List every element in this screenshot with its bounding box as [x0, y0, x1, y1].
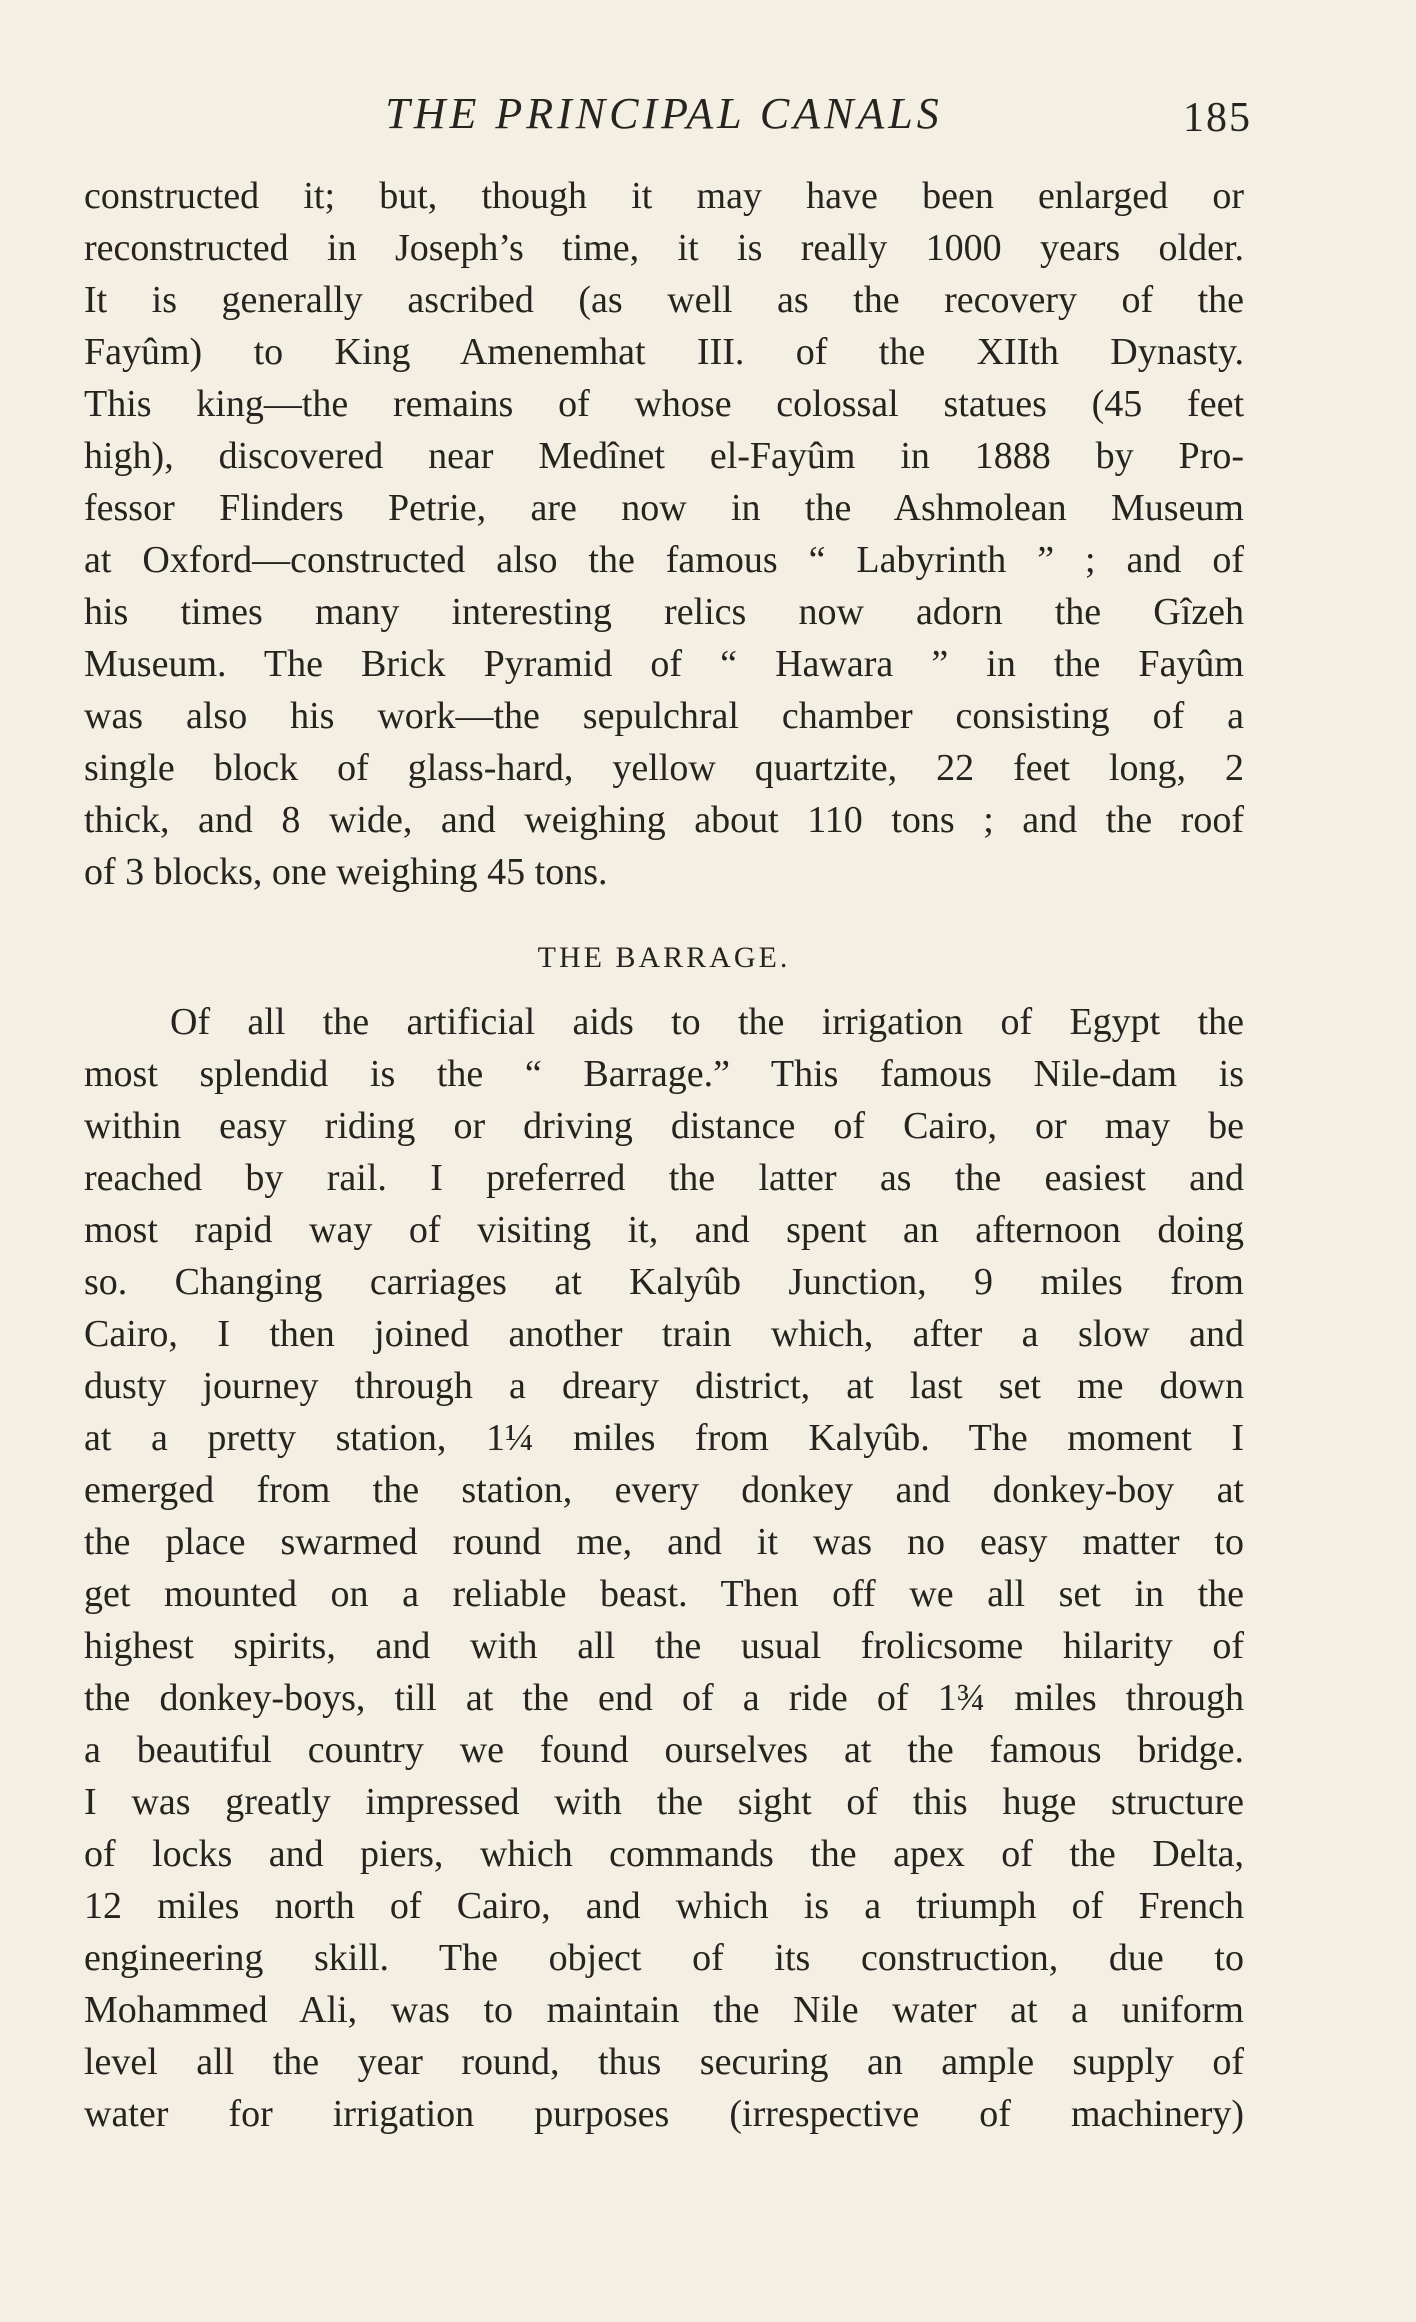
text-line: emerged from the station, every donkey and donkey-boy at: [84, 1469, 1244, 1511]
text-line: most rapid way of visiting it, and spent an afternoon doing: [84, 1209, 1244, 1251]
paragraph-continued: [84, 170, 1244, 898]
running-head: [84, 84, 1252, 144]
text-line: constructed it; but, though it may have been enlarged or: [84, 175, 1244, 217]
text-line: of locks and piers, which commands the apex of the Delta,: [84, 1833, 1244, 1875]
text-line: of 3 blocks, one weighing 45 tons.: [84, 851, 608, 893]
running-title: THE PRINCIPAL CANALS: [385, 89, 943, 138]
text-line: most splendid is the “ Barrage.” This famous Nile-dam is: [84, 1053, 1244, 1095]
section-heading: THE BARRAGE.: [537, 941, 791, 974]
text-line: Museum. The Brick Pyramid of “ Hawara ” in the Fayûm: [84, 643, 1244, 685]
text-line: reached by rail. I preferred the latter as the easiest and: [84, 1157, 1244, 1199]
page-number: 185: [1183, 95, 1252, 141]
text-line: Of all the artificial aids to the irrigation of Egypt the: [170, 1001, 1244, 1043]
text-line: dusty journey through a dreary district, at last set me down: [84, 1365, 1244, 1407]
text-line: fessor Flinders Petrie, are now in the Ashmolean Museum: [84, 487, 1244, 529]
text-line: water for irrigation purposes (irrespective of machinery): [84, 2093, 1244, 2135]
text-line: thick, and 8 wide, and weighing about 110 tons ; and the roof: [84, 799, 1244, 841]
text-line: Mohammed Ali, was to maintain the Nile water at a uniform: [84, 1989, 1244, 2031]
text-line: highest spirits, and with all the usual frolicsome hilarity of: [84, 1625, 1244, 1667]
text-line: his times many interesting relics now adorn the Gîzeh: [84, 591, 1244, 633]
text-line: at a pretty station, 1¼ miles from Kalyûb. The moment I: [84, 1417, 1244, 1459]
text-line: This king—the remains of whose colossal statues (45 feet: [84, 383, 1244, 425]
text-line: reconstructed in Joseph’s time, it is really 1000 years older.: [84, 227, 1244, 269]
text-line: the donkey-boys, till at the end of a ride of 1¾ miles through: [84, 1677, 1244, 1719]
text-line: the place swarmed round me, and it was no easy matter to: [84, 1521, 1244, 1563]
text-line: level all the year round, thus securing an ample supply of: [84, 2041, 1244, 2083]
text-line: within easy riding or driving distance of Cairo, or may be: [84, 1105, 1244, 1147]
text-line: Fayûm) to King Amenemhat III. of the XIIth Dynasty.: [84, 331, 1244, 373]
text-line: single block of glass-hard, yellow quartzite, 22 feet long, 2: [84, 747, 1244, 789]
text-line: so. Changing carriages at Kalyûb Junction, 9 miles from: [84, 1261, 1244, 1303]
text-line: was also his work—the sepulchral chamber consisting of a: [84, 695, 1244, 737]
text-line: get mounted on a reliable beast. Then off we all set in the: [84, 1573, 1244, 1615]
paragraph-barrage: [84, 996, 1244, 2140]
text-line: a beautiful country we found ourselves at the famous bridge.: [84, 1729, 1244, 1771]
text-line: Cairo, I then joined another train which, after a slow and: [84, 1313, 1244, 1355]
text-line: It is generally ascribed (as well as the recovery of the: [84, 279, 1244, 321]
text-line: high), discovered near Medînet el-Fayûm in 1888 by Pro-: [84, 435, 1244, 477]
text-line: 12 miles north of Cairo, and which is a triumph of French: [84, 1885, 1244, 1927]
text-line: I was greatly impressed with the sight of this huge structure: [84, 1781, 1244, 1823]
text-line: at Oxford—constructed also the famous “ Labyrinth ” ; and of: [84, 539, 1244, 581]
text-line: engineering skill. The object of its construction, due to: [84, 1937, 1244, 1979]
